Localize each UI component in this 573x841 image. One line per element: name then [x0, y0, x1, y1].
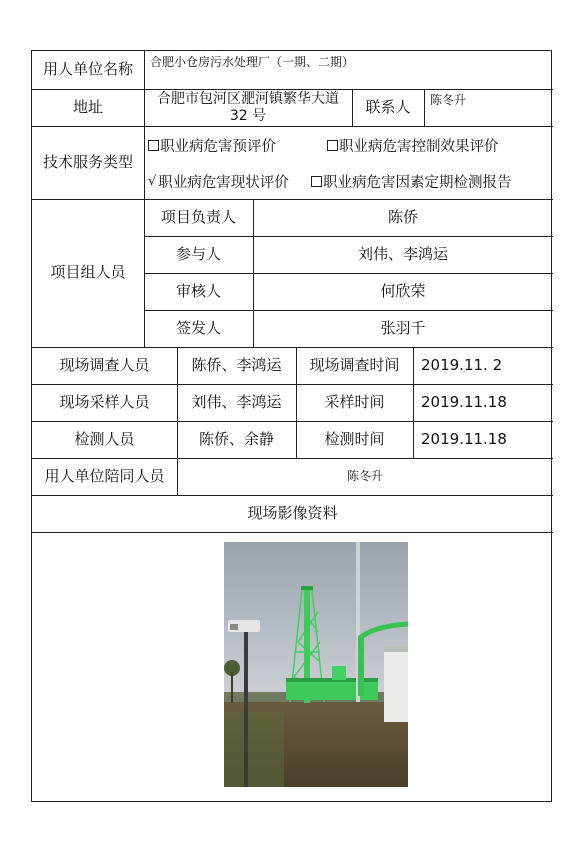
accompany-staff-label: 用人单位陪同人员 [44, 466, 165, 485]
project-group-label: 项目组人员 [50, 263, 126, 282]
service-option-periodic-testing[interactable]: 职业病危害因素定期检测报告 [311, 171, 512, 192]
address-label: 地址 [72, 97, 103, 116]
employer-name-label: 用人单位名称 [42, 60, 133, 79]
testing-staff-label: 检测人员 [74, 429, 135, 448]
service-type-label: 技术服务类型 [42, 152, 133, 171]
project-leader-value: 陈侨 [387, 207, 418, 226]
site-photo [224, 542, 408, 787]
service-type-options [144, 126, 553, 199]
participants-value: 刘伟、李鸿运 [357, 244, 448, 263]
issuer-label: 签发人 [175, 318, 221, 337]
checkbox-unchecked-icon [148, 140, 159, 151]
address-line-1: 合肥市包河区淝河镇繁华大道 [157, 91, 339, 108]
record-table [31, 50, 552, 802]
service-option-pre-evaluation[interactable]: 职业病危害预评价 [148, 135, 276, 156]
sampling-time-value: 2019.11.18 [421, 392, 507, 411]
checkbox-unchecked-icon [311, 176, 322, 187]
contact-value: 陈冬升 [430, 93, 467, 107]
accompany-staff-value: 陈冬升 [346, 468, 383, 483]
sampling-staff-label: 现场采样人员 [59, 392, 150, 411]
site-photos-heading: 现场影像资料 [247, 503, 338, 522]
testing-time-value: 2019.11.18 [421, 429, 507, 448]
site-survey-time-value: 2019.11. 2 [421, 355, 503, 374]
sampling-staff-value: 刘伟、李鸿运 [191, 392, 282, 411]
issuer-value: 张羽千 [380, 318, 426, 337]
employer-name-value: 合肥小仓房污水处理厂（一期、二期） [150, 55, 355, 69]
contact-label: 联系人 [365, 97, 411, 116]
site-survey-staff-value: 陈侨、李鸿运 [191, 355, 282, 374]
address-line-2: 32 号 [229, 107, 267, 124]
testing-time-label: 检测时间 [324, 429, 385, 448]
service-option-current-status[interactable]: √ 职业病危害现状评价 [148, 174, 289, 191]
site-survey-time-label: 现场调查时间 [309, 355, 400, 374]
reviewer-value: 何欣荣 [380, 281, 426, 300]
project-leader-label: 项目负责人 [160, 207, 236, 226]
sampling-time-label: 采样时间 [324, 392, 385, 411]
checkbox-unchecked-icon [327, 140, 338, 151]
testing-staff-value: 陈侨、余静 [198, 429, 274, 448]
service-option-control-effect[interactable]: 职业病危害控制效果评价 [327, 135, 499, 156]
participants-label: 参与人 [175, 244, 221, 263]
address-value [144, 89, 352, 126]
check-mark-icon: √ [148, 174, 157, 189]
reviewer-label: 审核人 [175, 281, 221, 300]
site-survey-staff-label: 现场调查人员 [59, 355, 150, 374]
